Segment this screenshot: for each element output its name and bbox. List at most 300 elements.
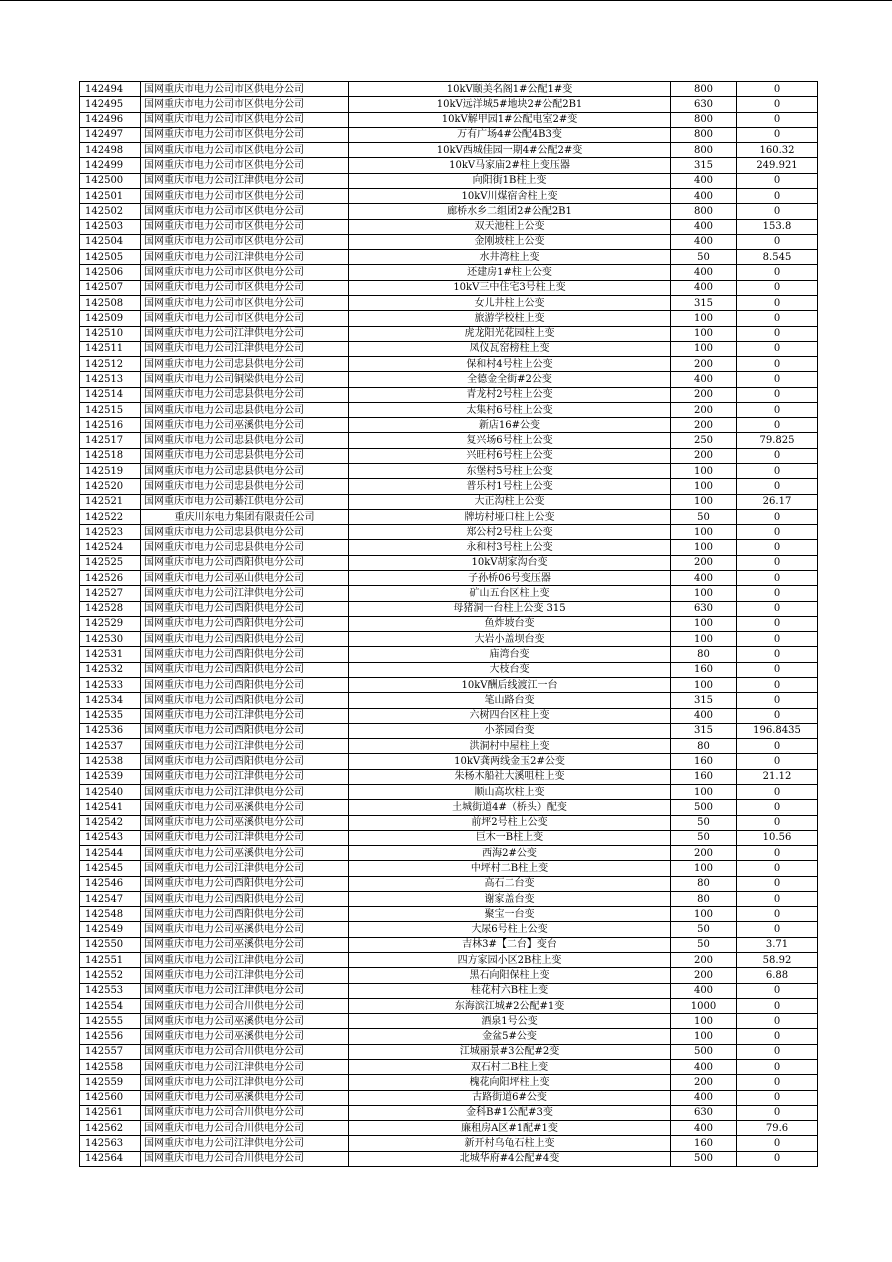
capacity-cell: 630	[671, 601, 737, 616]
transformer-name-cell: 10kV解甲园1#公配电室2#变	[349, 112, 671, 127]
table-row	[80, 723, 818, 738]
capacity-cell: 800	[671, 204, 737, 219]
value-cell: 0	[737, 509, 818, 524]
record-id-cell: 142511	[80, 341, 141, 356]
record-id-cell: 142521	[80, 494, 141, 509]
record-id-cell: 142542	[80, 815, 141, 830]
table-row	[80, 372, 818, 387]
record-id-cell: 142559	[80, 1075, 141, 1090]
table-row	[80, 341, 818, 356]
table-row	[80, 571, 818, 586]
capacity-cell: 400	[671, 219, 737, 234]
table-row	[80, 387, 818, 402]
record-id-cell: 142519	[80, 464, 141, 479]
company-cell: 国网重庆市电力公司市区供电分公司	[141, 295, 349, 310]
value-cell: 0	[737, 739, 818, 754]
value-cell: 0	[737, 372, 818, 387]
table-row	[80, 555, 818, 570]
value-cell: 10.56	[737, 830, 818, 845]
capacity-cell: 100	[671, 907, 737, 922]
value-cell: 0	[737, 632, 818, 647]
table-row	[80, 402, 818, 417]
capacity-cell: 200	[671, 1075, 737, 1090]
value-cell: 196.8435	[737, 723, 818, 738]
value-cell: 79.825	[737, 433, 818, 448]
capacity-cell: 630	[671, 1105, 737, 1120]
transformer-name-cell: 顺山高坎柱上变	[349, 784, 671, 799]
record-id-cell: 142526	[80, 571, 141, 586]
record-id-cell: 142502	[80, 204, 141, 219]
company-cell: 国网重庆市电力公司巫溪供电分公司	[141, 800, 349, 815]
table-row	[80, 662, 818, 677]
table-row	[80, 983, 818, 998]
capacity-cell: 200	[671, 555, 737, 570]
value-cell: 0	[737, 311, 818, 326]
company-cell: 国网重庆市电力公司巫溪供电分公司	[141, 418, 349, 433]
capacity-cell: 315	[671, 693, 737, 708]
capacity-cell: 800	[671, 112, 737, 127]
table-row	[80, 143, 818, 158]
transformer-name-cell: 兴旺村6号柱上公变	[349, 448, 671, 463]
table-row	[80, 1090, 818, 1105]
value-cell: 0	[737, 326, 818, 341]
record-id-cell: 142529	[80, 616, 141, 631]
transformer-name-cell: 北城华府#4公配#4变	[349, 1151, 671, 1166]
company-cell: 国网重庆市电力公司市区供电分公司	[141, 143, 349, 158]
record-id-cell: 142525	[80, 555, 141, 570]
value-cell: 0	[737, 1151, 818, 1166]
table-row	[80, 173, 818, 188]
table-row	[80, 1136, 818, 1151]
table-body	[80, 82, 818, 1167]
transformer-name-cell: 永和村3号柱上公变	[349, 540, 671, 555]
record-id-cell: 142523	[80, 525, 141, 540]
company-cell: 国网重庆市电力公司巫溪供电分公司	[141, 815, 349, 830]
table-row	[80, 1105, 818, 1120]
capacity-cell: 100	[671, 784, 737, 799]
company-cell: 国网重庆市电力公司江津供电分公司	[141, 1060, 349, 1075]
capacity-cell: 100	[671, 540, 737, 555]
capacity-cell: 200	[671, 846, 737, 861]
record-id-cell: 142496	[80, 112, 141, 127]
capacity-cell: 100	[671, 494, 737, 509]
company-cell: 国网重庆市电力公司酉阳供电分公司	[141, 601, 349, 616]
value-cell: 0	[737, 891, 818, 906]
capacity-cell: 80	[671, 891, 737, 906]
record-id-cell: 142562	[80, 1121, 141, 1136]
table-row	[80, 586, 818, 601]
record-id-cell: 142537	[80, 739, 141, 754]
record-id-cell: 142564	[80, 1151, 141, 1166]
capacity-cell: 500	[671, 1151, 737, 1166]
capacity-cell: 100	[671, 525, 737, 540]
capacity-cell: 500	[671, 800, 737, 815]
capacity-cell: 50	[671, 509, 737, 524]
record-id-cell: 142561	[80, 1105, 141, 1120]
value-cell: 58.92	[737, 953, 818, 968]
company-cell: 重庆川东电力集团有限责任公司	[141, 509, 349, 524]
company-cell: 国网重庆市电力公司忠县供电分公司	[141, 357, 349, 372]
capacity-cell: 100	[671, 586, 737, 601]
capacity-cell: 400	[671, 372, 737, 387]
record-id-cell: 142546	[80, 876, 141, 891]
value-cell: 249.921	[737, 158, 818, 173]
value-cell: 0	[737, 983, 818, 998]
capacity-cell: 100	[671, 677, 737, 692]
value-cell: 0	[737, 418, 818, 433]
value-cell: 0	[737, 265, 818, 280]
transformer-name-cell: 东堡村5号柱上公变	[349, 464, 671, 479]
transformer-name-cell: 古路街道6#公变	[349, 1090, 671, 1105]
company-cell: 国网重庆市电力公司江津供电分公司	[141, 1136, 349, 1151]
company-cell: 国网重庆市电力公司江津供电分公司	[141, 830, 349, 845]
company-cell: 国网重庆市电力公司江津供电分公司	[141, 326, 349, 341]
transformer-name-cell: 黑石向阳保柱上变	[349, 968, 671, 983]
value-cell: 0	[737, 1136, 818, 1151]
table-row	[80, 876, 818, 891]
capacity-cell: 315	[671, 158, 737, 173]
record-id-cell: 142540	[80, 784, 141, 799]
record-id-cell: 142515	[80, 402, 141, 417]
value-cell: 0	[737, 708, 818, 723]
company-cell: 国网重庆市电力公司合川供电分公司	[141, 1151, 349, 1166]
value-cell: 79.6	[737, 1121, 818, 1136]
table-row	[80, 509, 818, 524]
capacity-cell: 315	[671, 295, 737, 310]
record-id-cell: 142555	[80, 1014, 141, 1029]
transformer-name-cell: 朱杨木船社大溪咀柱上变	[349, 769, 671, 784]
table-row	[80, 815, 818, 830]
company-cell: 国网重庆市电力公司忠县供电分公司	[141, 525, 349, 540]
company-cell: 国网重庆市电力公司合川供电分公司	[141, 998, 349, 1013]
capacity-cell: 50	[671, 250, 737, 265]
value-cell: 0	[737, 188, 818, 203]
transformer-name-cell: 新店16#公变	[349, 418, 671, 433]
capacity-cell: 200	[671, 418, 737, 433]
record-id-cell: 142545	[80, 861, 141, 876]
table-row	[80, 953, 818, 968]
value-cell: 0	[737, 571, 818, 586]
table-row	[80, 922, 818, 937]
value-cell: 0	[737, 754, 818, 769]
record-id-cell: 142550	[80, 937, 141, 952]
table-row	[80, 1044, 818, 1059]
transformer-name-cell: 金科B#1公配#3变	[349, 1105, 671, 1120]
transformer-name-cell: 廉租房A区#1配#1变	[349, 1121, 671, 1136]
transformer-name-cell: 大正沟柱上公变	[349, 494, 671, 509]
transformer-name-cell: 母猪洞一台柱上公变 315	[349, 601, 671, 616]
transformer-name-cell: 10kV酬后线渡江一台	[349, 677, 671, 692]
company-cell: 国网重庆市电力公司忠县供电分公司	[141, 540, 349, 555]
transformer-name-cell: 10kV胡家沟台变	[349, 555, 671, 570]
record-id-cell: 142505	[80, 250, 141, 265]
value-cell: 8.545	[737, 250, 818, 265]
record-id-cell: 142501	[80, 188, 141, 203]
record-id-cell: 142547	[80, 891, 141, 906]
transformer-name-cell: 高石二台变	[349, 876, 671, 891]
transformer-name-cell: 青龙村2号柱上公变	[349, 387, 671, 402]
record-id-cell: 142530	[80, 632, 141, 647]
transformer-name-cell: 大岩小盖坝台变	[349, 632, 671, 647]
capacity-cell: 400	[671, 265, 737, 280]
company-cell: 国网重庆市电力公司江津供电分公司	[141, 250, 349, 265]
record-id-cell: 142518	[80, 448, 141, 463]
value-cell: 0	[737, 876, 818, 891]
company-cell: 国网重庆市电力公司綦江供电分公司	[141, 494, 349, 509]
company-cell: 国网重庆市电力公司市区供电分公司	[141, 188, 349, 203]
record-id-cell: 142516	[80, 418, 141, 433]
transformer-name-cell: 向阳街1B柱上变	[349, 173, 671, 188]
value-cell: 0	[737, 784, 818, 799]
capacity-cell: 160	[671, 662, 737, 677]
capacity-cell: 315	[671, 723, 737, 738]
company-cell: 国网重庆市电力公司江津供电分公司	[141, 953, 349, 968]
value-cell: 0	[737, 616, 818, 631]
record-id-cell: 142552	[80, 968, 141, 983]
transformer-name-cell: 还建房1#柱上公变	[349, 265, 671, 280]
record-id-cell: 142508	[80, 295, 141, 310]
record-id-cell: 142528	[80, 601, 141, 616]
record-id-cell: 142527	[80, 586, 141, 601]
company-cell: 国网重庆市电力公司江津供电分公司	[141, 708, 349, 723]
table-row	[80, 311, 818, 326]
table-row	[80, 112, 818, 127]
value-cell: 0	[737, 677, 818, 692]
company-cell: 国网重庆市电力公司市区供电分公司	[141, 280, 349, 295]
company-cell: 国网重庆市电力公司市区供电分公司	[141, 112, 349, 127]
transformer-name-cell: 鱼炸坡台变	[349, 616, 671, 631]
company-cell: 国网重庆市电力公司市区供电分公司	[141, 311, 349, 326]
value-cell: 160.32	[737, 143, 818, 158]
capacity-cell: 200	[671, 357, 737, 372]
table-row	[80, 907, 818, 922]
table-row	[80, 127, 818, 142]
record-id-cell: 142532	[80, 662, 141, 677]
company-cell: 国网重庆市电力公司忠县供电分公司	[141, 402, 349, 417]
record-id-cell: 142500	[80, 173, 141, 188]
company-cell: 国网重庆市电力公司酉阳供电分公司	[141, 616, 349, 631]
company-cell: 国网重庆市电力公司忠县供电分公司	[141, 387, 349, 402]
value-cell: 0	[737, 387, 818, 402]
capacity-cell: 100	[671, 311, 737, 326]
transformer-name-cell: 10kV川煤宿舍柱上变	[349, 188, 671, 203]
record-id-cell: 142510	[80, 326, 141, 341]
value-cell: 0	[737, 815, 818, 830]
company-cell: 国网重庆市电力公司江津供电分公司	[141, 769, 349, 784]
value-cell: 0	[737, 1060, 818, 1075]
record-id-cell: 142535	[80, 708, 141, 723]
value-cell: 0	[737, 402, 818, 417]
table-row	[80, 784, 818, 799]
capacity-cell: 100	[671, 1014, 737, 1029]
record-id-cell: 142509	[80, 311, 141, 326]
company-cell: 国网重庆市电力公司酉阳供电分公司	[141, 907, 349, 922]
transformer-name-cell: 虎龙阳光花园柱上变	[349, 326, 671, 341]
table-row	[80, 479, 818, 494]
table-row	[80, 280, 818, 295]
company-cell: 国网重庆市电力公司酉阳供电分公司	[141, 632, 349, 647]
record-id-cell: 142507	[80, 280, 141, 295]
company-cell: 国网重庆市电力公司江津供电分公司	[141, 173, 349, 188]
transformer-name-cell: 土城街道4#（桥头）配变	[349, 800, 671, 815]
transformer-name-cell: 10kV颐美名阁1#公配1#变	[349, 82, 671, 97]
capacity-cell: 200	[671, 953, 737, 968]
transformer-name-cell: 水井湾柱上变	[349, 250, 671, 265]
company-cell: 国网重庆市电力公司市区供电分公司	[141, 204, 349, 219]
record-id-cell: 142498	[80, 143, 141, 158]
transformer-name-cell: 江城丽景#3公配#2变	[349, 1044, 671, 1059]
value-cell: 0	[737, 295, 818, 310]
table-row	[80, 754, 818, 769]
company-cell: 国网重庆市电力公司合川供电分公司	[141, 1105, 349, 1120]
table-row	[80, 357, 818, 372]
company-cell: 国网重庆市电力公司酉阳供电分公司	[141, 754, 349, 769]
value-cell: 0	[737, 1029, 818, 1044]
transformer-name-cell: 双石村二B柱上变	[349, 1060, 671, 1075]
transformer-name-cell: 六树四台区柱上变	[349, 708, 671, 723]
company-cell: 国网重庆市电力公司铜梁供电分公司	[141, 372, 349, 387]
capacity-cell: 160	[671, 769, 737, 784]
record-id-cell: 142497	[80, 127, 141, 142]
table-row	[80, 601, 818, 616]
transformer-name-cell: 廊桥水乡二组团2#公配2B1	[349, 204, 671, 219]
table-row	[80, 1075, 818, 1090]
value-cell: 0	[737, 693, 818, 708]
transformer-name-cell: 吉林3#【二台】变台	[349, 937, 671, 952]
record-id-cell: 142534	[80, 693, 141, 708]
transformer-name-cell: 郑公村2号柱上公变	[349, 525, 671, 540]
value-cell: 0	[737, 1090, 818, 1105]
table-row	[80, 1121, 818, 1136]
transformer-name-cell: 金刚坡柱上公变	[349, 234, 671, 249]
company-cell: 国网重庆市电力公司市区供电分公司	[141, 97, 349, 112]
record-id-cell: 142551	[80, 953, 141, 968]
company-cell: 国网重庆市电力公司酉阳供电分公司	[141, 555, 349, 570]
value-cell: 0	[737, 97, 818, 112]
capacity-cell: 100	[671, 632, 737, 647]
value-cell: 0	[737, 555, 818, 570]
transformer-name-cell: 四方家园小区2B柱上变	[349, 953, 671, 968]
company-cell: 国网重庆市电力公司江津供电分公司	[141, 341, 349, 356]
transformer-name-cell: 10kV西城佳园一期4#公配2#变	[349, 143, 671, 158]
capacity-cell: 100	[671, 861, 737, 876]
record-id-cell: 142514	[80, 387, 141, 402]
capacity-cell: 80	[671, 647, 737, 662]
capacity-cell: 400	[671, 571, 737, 586]
transformer-name-cell: 凤仪瓦窑榜柱上变	[349, 341, 671, 356]
transformer-name-cell: 东海滨江城#2公配#1变	[349, 998, 671, 1013]
transformer-name-cell: 西海2#公变	[349, 846, 671, 861]
transformer-name-cell: 双天池柱上公变	[349, 219, 671, 234]
transformer-name-cell: 新开村乌龟石柱上变	[349, 1136, 671, 1151]
company-cell: 国网重庆市电力公司酉阳供电分公司	[141, 876, 349, 891]
value-cell: 0	[737, 82, 818, 97]
capacity-cell: 400	[671, 188, 737, 203]
table-row	[80, 800, 818, 815]
record-id-cell: 142536	[80, 723, 141, 738]
record-id-cell: 142563	[80, 1136, 141, 1151]
table-row	[80, 616, 818, 631]
company-cell: 国网重庆市电力公司江津供电分公司	[141, 784, 349, 799]
value-cell: 3.71	[737, 937, 818, 952]
company-cell: 国网重庆市电力公司市区供电分公司	[141, 158, 349, 173]
record-id-cell: 142538	[80, 754, 141, 769]
capacity-cell: 50	[671, 922, 737, 937]
value-cell: 0	[737, 846, 818, 861]
capacity-cell: 400	[671, 708, 737, 723]
capacity-cell: 160	[671, 1136, 737, 1151]
capacity-cell: 80	[671, 739, 737, 754]
company-cell: 国网重庆市电力公司江津供电分公司	[141, 861, 349, 876]
table-row	[80, 250, 818, 265]
capacity-cell: 50	[671, 815, 737, 830]
table-row	[80, 739, 818, 754]
value-cell: 0	[737, 357, 818, 372]
value-cell: 0	[737, 479, 818, 494]
record-id-cell: 142558	[80, 1060, 141, 1075]
record-id-cell: 142524	[80, 540, 141, 555]
value-cell: 0	[737, 861, 818, 876]
table-row	[80, 1151, 818, 1166]
company-cell: 国网重庆市电力公司江津供电分公司	[141, 968, 349, 983]
company-cell: 国网重庆市电力公司市区供电分公司	[141, 82, 349, 97]
company-cell: 国网重庆市电力公司酉阳供电分公司	[141, 662, 349, 677]
record-id-cell: 142506	[80, 265, 141, 280]
capacity-cell: 400	[671, 1090, 737, 1105]
company-cell: 国网重庆市电力公司巫溪供电分公司	[141, 937, 349, 952]
record-id-cell: 142520	[80, 479, 141, 494]
company-cell: 国网重庆市电力公司巫山供电分公司	[141, 571, 349, 586]
capacity-cell: 800	[671, 127, 737, 142]
transformer-name-cell: 聚宝一台变	[349, 907, 671, 922]
capacity-cell: 500	[671, 1044, 737, 1059]
record-id-cell: 142539	[80, 769, 141, 784]
capacity-cell: 200	[671, 968, 737, 983]
transformer-name-cell: 大枝台变	[349, 662, 671, 677]
table-row	[80, 326, 818, 341]
company-cell: 国网重庆市电力公司酉阳供电分公司	[141, 693, 349, 708]
value-cell: 0	[737, 586, 818, 601]
transformer-name-cell: 全德金全街#2公变	[349, 372, 671, 387]
capacity-cell: 250	[671, 433, 737, 448]
transformer-name-cell: 10kV远洋城5#地块2#公配2B1	[349, 97, 671, 112]
transformer-name-cell: 子孙桥06号变压器	[349, 571, 671, 586]
transformer-name-cell: 笔山路台变	[349, 693, 671, 708]
table-row	[80, 265, 818, 280]
company-cell: 国网重庆市电力公司合川供电分公司	[141, 1121, 349, 1136]
capacity-cell: 400	[671, 280, 737, 295]
value-cell: 0	[737, 280, 818, 295]
company-cell: 国网重庆市电力公司合川供电分公司	[141, 1044, 349, 1059]
record-id-cell: 142499	[80, 158, 141, 173]
table-row	[80, 677, 818, 692]
company-cell: 国网重庆市电力公司江津供电分公司	[141, 586, 349, 601]
value-cell: 0	[737, 540, 818, 555]
company-cell: 国网重庆市电力公司酉阳供电分公司	[141, 891, 349, 906]
capacity-cell: 100	[671, 341, 737, 356]
value-cell: 0	[737, 173, 818, 188]
company-cell: 国网重庆市电力公司酉阳供电分公司	[141, 723, 349, 738]
transformer-name-cell: 洪洞村中屋柱上变	[349, 739, 671, 754]
table-row	[80, 295, 818, 310]
table-row	[80, 693, 818, 708]
capacity-cell: 100	[671, 479, 737, 494]
transformer-name-cell: 普乐村1号柱上公变	[349, 479, 671, 494]
transformer-name-cell: 女儿井柱上公变	[349, 295, 671, 310]
company-cell: 国网重庆市电力公司江津供电分公司	[141, 739, 349, 754]
transformer-name-cell: 槐花向阳坪柱上变	[349, 1075, 671, 1090]
value-cell: 0	[737, 647, 818, 662]
